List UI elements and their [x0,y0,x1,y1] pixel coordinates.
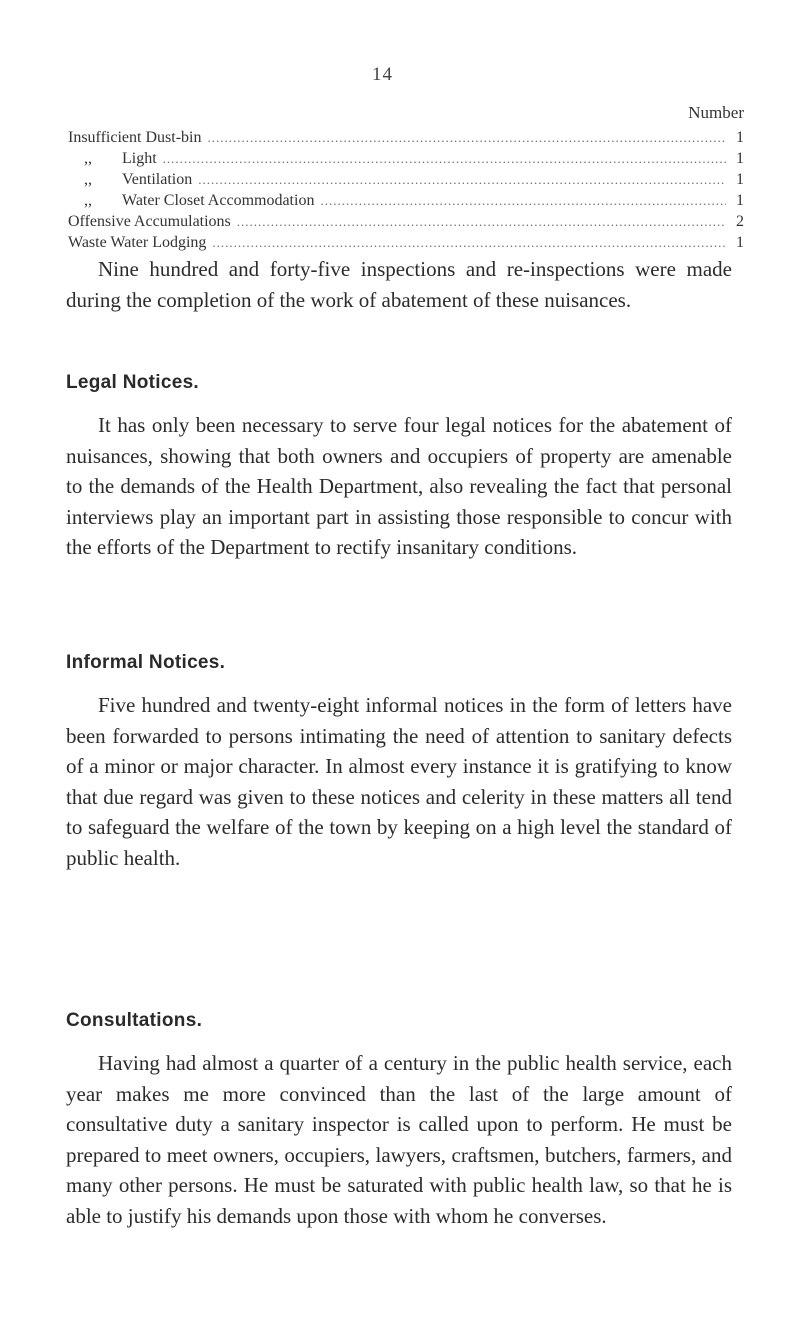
row-value: 1 [736,192,744,209]
dot-leader [207,127,726,148]
nuisances-table [68,102,744,253]
paragraph-informal-notices: Five hundred and twenty-eight informal notices in the form of letters have been forwarded to persons intimating the need of attention to sanitary defects of a minor or major character. In almost every instance it is gratifying to know that due regard was given to these notices and celerity in these matters all tend to safeguard the welfare of the town by keeping on a high level the standard of public health. [66,693,732,870]
table-row [68,148,744,169]
heading-informal-notices: Informal Notices. [66,652,226,673]
dot-leader [212,232,726,253]
dot-leader [198,169,726,190]
ditto-mark: ,, [84,171,92,188]
page-number: 14 [372,64,393,85]
table-row [68,211,744,232]
row-value: 1 [736,150,744,167]
table-row [68,232,744,253]
row-value: 1 [736,171,744,188]
intro-paragraph: Nine hundred and forty-five inspections and re-inspections were made during the completion of the work of abatement of these nuisances. [66,257,732,312]
table-row [68,169,744,190]
paragraph-consultations: Having had almost a quarter of a century in the public health service, each year makes me more convinced than the last of the large amount of consultative duty a sanitary inspector is called upon to perform. He must be prepared to meet owners, occupiers, lawyers, craftsmen, butchers, farmers, and many other persons. He must be saturated with public health law, so that he is able to justify his demands upon those with whom he converses. [66,1051,732,1228]
dot-leader [320,190,726,211]
row-label: Insufficient Dust-bin [68,129,202,146]
row-label: ,, Light [84,150,157,167]
table-row [68,127,744,148]
ditto-mark: ,, [84,192,92,209]
heading-legal-notices: Legal Notices. [66,372,200,393]
row-label: ,, Water Closet Accommodation [84,192,315,209]
heading-consultations: Consultations. [66,1010,203,1031]
row-label: ,, Ventilation [84,171,193,188]
row-value: 1 [736,234,744,251]
dot-leader [237,211,726,232]
row-label: Offensive Accumulations [68,213,231,230]
row-value: 2 [736,213,744,230]
row-label: Waste Water Lodging [68,234,207,251]
ditto-mark: ,, [84,150,92,167]
paragraph-legal-notices: It has only been necessary to serve four legal notices for the abatement of nuisances, showing that both owners and occupiers of property are amenable to the demands of the Health Department, also revealing the fact that personal interviews play an important part in assisting those responsible to concur with the efforts of the Department to rectify insanitary conditions. [66,413,732,559]
row-value: 1 [736,129,744,146]
dot-leader [163,148,726,169]
table-row [68,190,744,211]
table-column-header: Number [688,103,744,122]
